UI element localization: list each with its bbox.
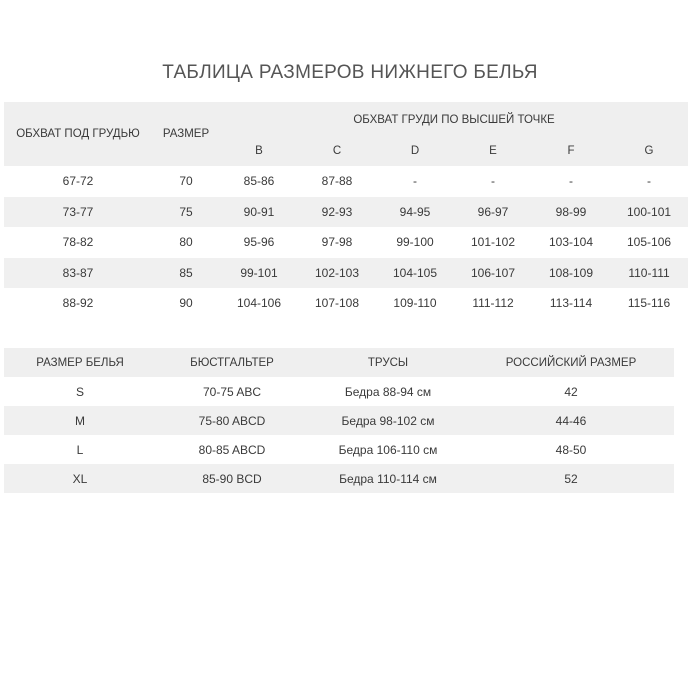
table-row	[4, 166, 688, 197]
cell: 107-108	[314, 296, 360, 311]
cell: 106-107	[454, 258, 532, 289]
cell: 110-111	[610, 258, 688, 289]
header-cup-c: C	[298, 135, 376, 166]
header-cup-e: E	[454, 135, 532, 166]
bra-size-table	[4, 102, 688, 319]
table-row	[4, 288, 688, 319]
header-briefs: ТРУСЫ	[308, 348, 468, 377]
header-lingerie-size: РАЗМЕР БЕЛЬЯ	[4, 348, 156, 377]
cell: 48-50	[468, 435, 674, 464]
cell: 104-106	[236, 296, 282, 311]
cell-size: 85	[152, 258, 220, 289]
cell-underbust: 78-82	[62, 235, 94, 250]
cell: 85-90 BCD	[156, 464, 308, 493]
header-bra: БЮСТГАЛЬТЕР	[156, 348, 308, 377]
cell-underbust: 83-87	[4, 258, 152, 289]
table-row	[4, 258, 688, 289]
cell: 111-112	[472, 296, 514, 311]
header-russian-size: РОССИЙСКИЙ РАЗМЕР	[468, 348, 674, 377]
cell: S	[4, 377, 156, 406]
cell: 52	[468, 464, 674, 493]
header-cup-g: G	[610, 135, 688, 166]
cell: Бедра 106-110 см	[308, 435, 468, 464]
cell: 95-96	[243, 235, 275, 250]
header-cup-d: D	[376, 135, 454, 166]
cell-size: 90	[179, 296, 193, 311]
cell: 85-86	[243, 174, 275, 189]
cell: 80-85 ABCD	[156, 435, 308, 464]
cell: 44-46	[468, 406, 674, 435]
table-row	[4, 464, 674, 493]
cell: 42	[468, 377, 674, 406]
table-row	[4, 406, 674, 435]
cell: 94-95	[376, 197, 454, 228]
cell: 98-99	[532, 197, 610, 228]
cell-size: 75	[152, 197, 220, 228]
size-conversion-table	[4, 348, 674, 493]
cell: Бедра 110-114 см	[308, 464, 468, 493]
cell-underbust: 67-72	[62, 174, 94, 189]
cell-underbust: 88-92	[62, 296, 94, 311]
cell: 115-116	[627, 296, 671, 311]
cell: 102-103	[298, 258, 376, 289]
header-bust: ОБХВАТ ГРУДИ ПО ВЫСШЕЙ ТОЧКЕ	[220, 102, 688, 135]
header-underbust: ОБХВАТ ПОД ГРУДЬЮ	[4, 102, 152, 166]
cell-size: 70	[179, 174, 193, 189]
cell: Бедра 98-102 см	[308, 406, 468, 435]
table-row	[4, 197, 688, 228]
cell: -	[647, 174, 652, 189]
cell: -	[569, 174, 573, 189]
cell: 97-98	[321, 235, 353, 250]
table-row	[4, 227, 688, 258]
cell: M	[4, 406, 156, 435]
table-row	[4, 435, 674, 464]
cell: 90-91	[220, 197, 298, 228]
cell-underbust: 73-77	[4, 197, 152, 228]
cell: 100-101	[610, 197, 688, 228]
header-size: РАЗМЕР	[152, 102, 220, 166]
table-header-row	[4, 348, 674, 377]
cell: 109-110	[393, 296, 437, 311]
cell: 101-102	[470, 235, 516, 250]
cell: 70-75 ABC	[156, 377, 308, 406]
cell: 96-97	[454, 197, 532, 228]
cell: 113-114	[549, 296, 593, 311]
cell: XL	[4, 464, 156, 493]
cell: 103-104	[548, 235, 594, 250]
cell: 108-109	[532, 258, 610, 289]
cell: 99-100	[396, 235, 434, 250]
cell: 75-80 ABCD	[156, 406, 308, 435]
header-cup-f: F	[532, 135, 610, 166]
cell: 87-88	[321, 174, 353, 189]
page-title: ТАБЛИЦА РАЗМЕРОВ НИЖНЕГО БЕЛЬЯ	[162, 62, 538, 83]
cell: L	[4, 435, 156, 464]
header-cup-b: B	[220, 135, 298, 166]
cell: -	[491, 174, 495, 189]
cell: 99-101	[220, 258, 298, 289]
table-row	[4, 377, 674, 406]
cell: -	[413, 174, 417, 189]
cell: 105-106	[627, 235, 672, 250]
cell: 104-105	[376, 258, 454, 289]
cell-size: 80	[179, 235, 193, 250]
cell: 92-93	[298, 197, 376, 228]
cell: Бедра 88-94 см	[308, 377, 468, 406]
